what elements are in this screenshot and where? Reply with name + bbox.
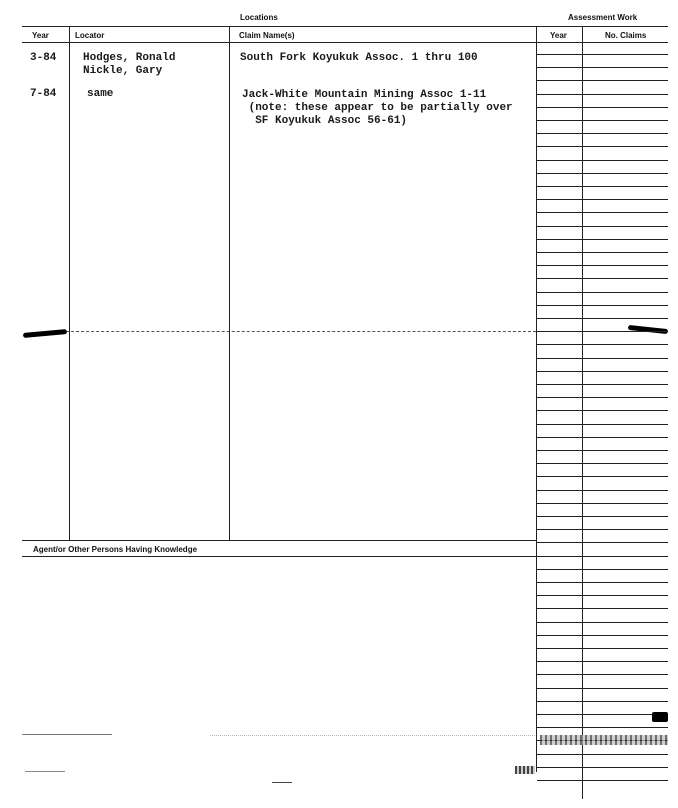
entry-locator-line: Hodges, Ronald xyxy=(83,52,176,64)
entry-year: 3-84 xyxy=(30,52,57,64)
scan-noise-smudge xyxy=(540,735,668,745)
ledger-line xyxy=(537,503,668,504)
ledger-line xyxy=(537,674,668,675)
ledger-line xyxy=(537,67,668,68)
ledger-line xyxy=(537,661,668,662)
col-header-claim-names: Claim Name(s) xyxy=(239,31,295,40)
entry-claim-line: SF Koyukuk Assoc 56-61) xyxy=(242,115,408,127)
ledger-line xyxy=(537,701,668,702)
scan-noise-line xyxy=(22,734,112,735)
ledger-line xyxy=(537,410,668,411)
ledger-line xyxy=(537,490,668,491)
scan-noise-dots xyxy=(210,735,535,748)
entry-claim-line: South Fork Koyukuk Assoc. 1 thru 100 xyxy=(240,52,478,64)
ledger-line xyxy=(537,146,668,147)
ledger-line xyxy=(537,252,668,253)
ledger-line xyxy=(537,344,668,345)
ledger-line xyxy=(537,265,668,266)
ledger-line xyxy=(537,450,668,451)
locations-bottom-rule xyxy=(22,540,536,541)
scan-noise-foot-left xyxy=(25,771,65,772)
col-header-locator: Locator xyxy=(75,31,105,40)
ledger-line xyxy=(537,292,668,293)
entry-year: 7-84 xyxy=(30,88,57,100)
ledger-line xyxy=(537,226,668,227)
ledger-line xyxy=(537,648,668,649)
ledger-line xyxy=(537,635,668,636)
scan-noise-foot-right xyxy=(515,766,535,774)
entry-locator-line: Nickle, Gary xyxy=(83,65,163,77)
fold-mark-left xyxy=(23,329,67,338)
ledger-line xyxy=(537,331,668,332)
ledger-line xyxy=(537,569,668,570)
ledger-line xyxy=(537,780,668,781)
ledger-line xyxy=(537,212,668,213)
ledger-line xyxy=(537,358,668,359)
ledger-line xyxy=(537,767,668,768)
ledger-line xyxy=(537,622,668,623)
assessment-work-heading: Assessment Work xyxy=(568,13,638,22)
ledger-line xyxy=(537,476,668,477)
ledger-line xyxy=(537,529,668,530)
agent-section-label: Agent/or Other Persons Having Knowledge xyxy=(33,545,198,554)
header-top-rule xyxy=(22,26,668,27)
ledger-line xyxy=(537,199,668,200)
ledger-line xyxy=(537,463,668,464)
ledger-line xyxy=(537,173,668,174)
col-header-no-claims: No. Claims xyxy=(605,31,647,40)
ledger-line xyxy=(537,608,668,609)
col-header-year: Year xyxy=(32,31,49,40)
header-bottom-rule xyxy=(22,42,668,43)
divider-locator-claims xyxy=(229,27,230,541)
ledger-line xyxy=(537,727,668,728)
ledger-line xyxy=(537,437,668,438)
scan-noise-foot-mid xyxy=(272,782,292,783)
ledger-line xyxy=(537,582,668,583)
ledger-line xyxy=(537,397,668,398)
divider-aw-year-claims xyxy=(582,27,583,799)
ledger-line xyxy=(537,371,668,372)
ledger-line xyxy=(537,305,668,306)
ledger-line xyxy=(537,54,668,55)
scan-noise-mark xyxy=(652,712,668,722)
ledger-line xyxy=(537,714,668,715)
ledger-line xyxy=(537,556,668,557)
col-header-aw-year: Year xyxy=(550,31,567,40)
ledger-line xyxy=(537,754,668,755)
entry-claim-line: Jack-White Mountain Mining Assoc 1-11 xyxy=(242,89,487,101)
ledger-line xyxy=(537,186,668,187)
ledger-line xyxy=(537,94,668,95)
ledger-line xyxy=(537,688,668,689)
ledger-line xyxy=(537,516,668,517)
ledger-line xyxy=(537,160,668,161)
ledger-line xyxy=(537,278,668,279)
fold-mark-right xyxy=(628,325,668,334)
locations-heading: Locations xyxy=(240,13,278,22)
ledger-line xyxy=(537,133,668,134)
ledger-line xyxy=(537,318,668,319)
entry-locator-line: same xyxy=(87,88,114,100)
ledger-line xyxy=(537,107,668,108)
ledger-line xyxy=(537,595,668,596)
ledger-line xyxy=(537,384,668,385)
ledger-line xyxy=(537,80,668,81)
ledger-line xyxy=(537,424,668,425)
agent-section-rule xyxy=(22,556,536,557)
ledger-line xyxy=(537,120,668,121)
ledger-line xyxy=(537,542,668,543)
ledger-line xyxy=(537,239,668,240)
divider-year-locator xyxy=(69,27,70,541)
entry-claim-line: (note: these appear to be partially over xyxy=(242,102,513,114)
fold-dashed-rule xyxy=(66,331,536,332)
